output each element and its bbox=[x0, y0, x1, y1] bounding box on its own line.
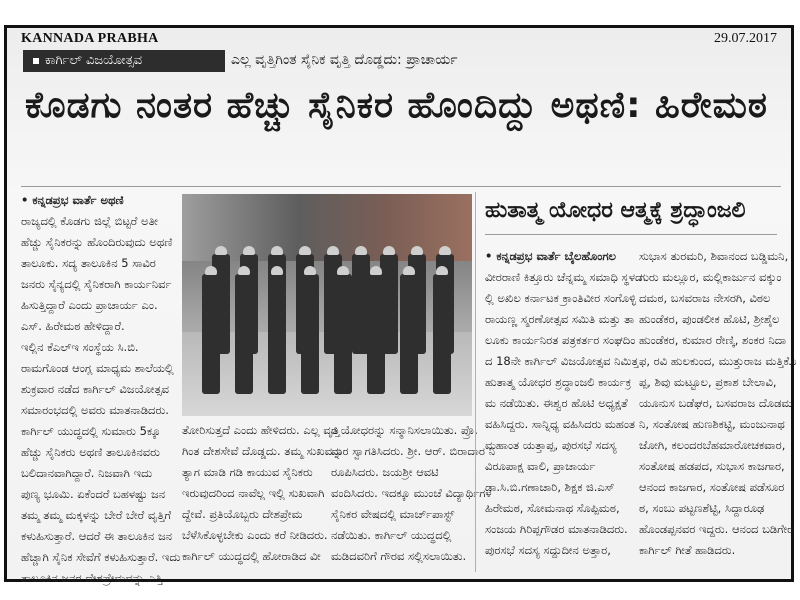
text-line: ರಾಮಗೊಂಡ ಆಂಗ್ಲ ಮಾಧ್ಯಮ ಶಾಲೆಯಲ್ಲಿ bbox=[21, 361, 174, 375]
middle-column-a bbox=[182, 420, 344, 575]
text-line: ಹುತಾತ್ಮ ಯೋಧರ ಶ್ರದ್ಧಾಂಜಲಿ ಕಾರ್ಯಕ್ರ bbox=[485, 375, 632, 389]
cadet-figure bbox=[235, 274, 253, 394]
text-line: ಲ್ಲಿ ಅಖಿಲ ಕರ್ನಾಟಕ ಕ್ರಾಂತಿವೀರ ಸಂಗೊಳ್ಳಿ bbox=[485, 291, 637, 305]
text-line: ಹೆಚ್ಚು ಸೈನಿಕರು ಅಥಣಿ ತಾಲೂಕಿನವರು bbox=[21, 445, 160, 459]
text-line: ಕಾರ್ಗಿಲ್ ಗೀತೆ ಹಾಡಿದರು. bbox=[639, 543, 736, 557]
cadet-turban bbox=[355, 246, 367, 255]
cadet-turban bbox=[403, 266, 415, 275]
section-label-text: ಕಾರ್ಗಿಲ್ ವಿಜಯೋತ್ಸವ bbox=[45, 53, 143, 68]
right-column-a-body bbox=[485, 267, 643, 561]
text-line: ಹಿರೇಮಠ, ಸೋಮನಾಥ ಸೊಪ್ಪಿಮಠ, bbox=[485, 501, 620, 515]
text-line: ಹುಂಡೆಕರ, ಕುಮಾರ ರೇಣ್ಕಿ, ಶಂಕರ ನಿದಾ bbox=[639, 333, 787, 347]
text-line: ಯೂನುಸ ಬಡೆಘರ, ಬಸವರಾಜ ದೊಡಮ bbox=[639, 396, 793, 410]
middle-column-b bbox=[331, 420, 495, 575]
column-divider bbox=[475, 192, 476, 572]
right-column-b-body bbox=[639, 246, 797, 561]
cadet-turban bbox=[411, 246, 423, 255]
text-line: ರ ಯೋಧರನ್ನು ಸನ್ಮಾನಿಸಲಾಯಿತು. ಪ್ರೊ. bbox=[331, 423, 478, 437]
right-byline: • ಕನ್ನಡಪ್ರಭ ವಾರ್ತೆ ಬೈಲಹೊಂಗಲ bbox=[485, 249, 616, 263]
text-line: ವಂದಿಸಿದರು. ಇದಕ್ಕೂ ಮುಂಚೆ ವಿದ್ಯಾರ್ಥಿಗಳ bbox=[331, 486, 492, 500]
text-line: ಜನರು ಸೈನ್ಯದಲ್ಲಿ ಸೈನಿಕರಾಗಿ ಕಾರ್ಯನಿರ್ವ bbox=[21, 277, 172, 291]
right-column-b bbox=[639, 246, 797, 576]
cadet-turban bbox=[238, 266, 250, 275]
main-headline: ಕೊಡಗು ನಂತರ ಹೆಚ್ಚು ಸೈನಿಕರ ಹೊಂದಿದ್ದು ಅಥಣಿ: ಹಿರೇಮಠ bbox=[25, 85, 768, 126]
cadet-figure bbox=[433, 274, 451, 394]
text-line: ಹಿಸುತ್ತಿದ್ದಾರೆ ಎಂದು ಪ್ರಾಚಾರ್ಯ ಎಂ. bbox=[21, 298, 158, 312]
middle-column-b-body bbox=[331, 420, 495, 567]
cadet-turban bbox=[271, 266, 283, 275]
text-line: ಠ, ಸಂಬು ಪಟ್ಟಣಶೆಟ್ಟಿ, ಸಿದ್ದಾರೂಢ bbox=[639, 501, 765, 515]
text-line: ದಾರ ಸ್ವಾಗತಿಸಿದರು. ಶ್ರೀ. ಆರ್. ಬಿರಾದಾರ ನಿ bbox=[331, 444, 495, 458]
right-column-a bbox=[485, 246, 643, 576]
cadet-turban bbox=[215, 246, 227, 255]
text-line: ಇರುವುದರಿಂದ ನಾವೆಲ್ಲ ಇಲ್ಲಿ ಸುಖವಾಗಿ bbox=[182, 486, 325, 500]
text-line: ಪುರಸಭೆ ಸದಸ್ಯ ಸದ್ದುದೀನ ಅತ್ತಾರ, bbox=[485, 543, 611, 557]
cadet-turban bbox=[243, 246, 255, 255]
divider bbox=[21, 186, 781, 187]
text-line: ಬಲಿದಾನವಾಗಿದ್ದಾರೆ. ನಿಜವಾಗಿ ಇದು bbox=[21, 466, 153, 480]
text-line: ವೀರರಾಣಿ ಕಿತ್ತೂರು ಚೆನ್ನಮ್ಮ ಸಮಾಧಿ ಸ್ಥಳದ bbox=[485, 270, 643, 284]
text-line: ಸುಭಾಸ ತುರಮರಿ, ಶಿವಾನಂದ ಬಡ್ಡಿಮನಿ, bbox=[639, 249, 789, 263]
text-line: ಹುಂಡೆಕರ, ಪುಂಡಲೀಕ ಹೊಟಿ, ಶ್ರೀಶೈಲ bbox=[639, 312, 780, 326]
text-line: ನಿ, ಸಂತೋಷ ಹುಣಶಿಕಟ್ಟಿ, ಮಂಜುನಾಥ bbox=[639, 417, 785, 431]
text-line: ಕಾರ್ಗಿಲ್ ಯುದ್ಧದಲ್ಲಿ ಹೋರಾಡಿದ ವೀ bbox=[182, 549, 321, 563]
text-line: ರಾಜ್ಯದಲ್ಲಿ ಕೊಡಗು ಜಿಲ್ಲೆ ಬಿಟ್ಟರೆ ಅತೀ bbox=[21, 214, 158, 228]
text-line: ಪ್ಪ, ಶಿವು ಮಟ್ಟೂಲ, ಪ್ರಕಾಶ ಬೇಲಾವಿ, bbox=[639, 375, 777, 389]
text-line: ಸಮಾರಂಭದಲ್ಲಿ ಅವರು ಮಾತನಾಡಿದರು. bbox=[21, 403, 169, 417]
cadet-turban bbox=[383, 246, 395, 255]
cadet-turban bbox=[299, 246, 311, 255]
right-divider bbox=[485, 234, 777, 235]
middle-column-a-body bbox=[182, 420, 344, 567]
text-line: ಗುರು ಮಲ್ಲೂರ, ಮಲ್ಲಿಕಾರ್ಜುನ ವಕ್ಕುಂ bbox=[639, 270, 782, 284]
left-column-body bbox=[21, 211, 179, 589]
cadet-turban bbox=[370, 266, 382, 275]
text-line: ಸಂಜಯ ಗಿರಿಪ್ಪಗೌಡರ ಮಾತನಾಡಿದರು. bbox=[485, 522, 628, 536]
newspaper-clipping bbox=[4, 25, 797, 585]
text-line: ಮಹಾಂತ ಯತ್ತಾಪ್ಪ, ಪುರಸಭೆ ಸದಸ್ಯ bbox=[485, 438, 617, 452]
cadet-turban bbox=[271, 246, 283, 255]
section-label bbox=[23, 50, 225, 72]
text-line: ಗಿಂತ ದೇಶಸೇವೆ ದೊಡ್ಡದು. ತಮ್ಮ ಸುಖವನ್ನು bbox=[182, 444, 344, 458]
text-line: ಶುಕ್ರವಾರ ನಡೆದ ಕಾರ್ಗಿಲ್ ವಿಜಯೋತ್ಸವ bbox=[21, 382, 169, 396]
cadet-figure bbox=[334, 274, 352, 394]
byline: • ಕನ್ನಡಪ್ರಭ ವಾರ್ತೆ ಅಥಣಿ bbox=[21, 193, 124, 207]
cadet-turban bbox=[337, 266, 349, 275]
cadet-turban bbox=[327, 246, 339, 255]
right-story-headline: ಹುತಾತ್ಮ ಯೋಧರ ಆತ್ಮಕ್ಕೆ ಶ್ರದ್ಧಾಂಜಲಿ bbox=[485, 198, 746, 223]
parade-photo bbox=[182, 194, 472, 416]
text-line: ಆನಂದ ಕಾಜಗಾರ, ಸಂತೋಷ ಪಡೆಸೂರ bbox=[639, 480, 785, 494]
cadet-turban bbox=[304, 266, 316, 275]
cadet-figure bbox=[367, 274, 385, 394]
text-line: ಕಾರ್ಗಿಲ್ ಯುದ್ಧದಲ್ಲಿ ಸುಮಾರು 5ಕ್ಕೂ bbox=[21, 424, 161, 438]
text-line: ದಮಠ, ಬಸವರಾಜ ನೇಸರಗಿ, ವಿಠಲ bbox=[639, 291, 771, 305]
text-line: ತೋರಿಸುತ್ತದೆ ಎಂದು ಹೇಳಿದರು. ಎಲ್ಲ ವೃತ್ತಿ bbox=[182, 423, 340, 437]
text-line: ವಹಿಸಿದ್ದರು. ಸಾನ್ನಿಧ್ಯ ವಹಿಸಿದರು ಮಹಂತ bbox=[485, 417, 636, 431]
text-line: ತ್ಯಾಗ ಮಾಡಿ ಗಡಿ ಕಾಯುವ ಸೈನಿಕರು bbox=[182, 465, 313, 479]
text-line: ಹೊಂಡಪ್ಪನವರ ಇದ್ದರು. ಆನಂದ ಬಡಿಗೇರ bbox=[639, 522, 794, 536]
text-line: ದ 18ನೇ ಕಾರ್ಗಿಲ್ ವಿಜಯೋತ್ಸವ ನಿಮಿತ್ತ bbox=[485, 354, 639, 368]
cadet-figure bbox=[301, 274, 319, 394]
text-line: ಇಲ್ಲಿನ ಕೆಎಲ್‌ಇ ಸಂಸ್ಥೆಯ ಸಿ.ಬಿ. bbox=[21, 340, 139, 354]
publication-date: 29.07.2017 bbox=[714, 31, 777, 46]
bullet-square-icon bbox=[33, 58, 39, 64]
text-line: ನಡೆಯಿತು. ಕಾರ್ಗಿಲ್ ಯುದ್ಧದಲ್ಲಿ bbox=[331, 528, 452, 542]
cadet-figure bbox=[400, 274, 418, 394]
text-line: ಮ ನಡೆಯಿತು. ಈಶ್ವರ ಹೊಟಿ ಅಧ್ಯಕ್ಷತೆ bbox=[485, 396, 628, 410]
text-line: ಪುಣ್ಯ ಭೂಮಿ. ಏಕೆಂದರೆ ಬಹಳಷ್ಟು ಜನ bbox=[21, 487, 166, 501]
text-line: ತಮ್ಮ ತಮ್ಮ ಮಕ್ಕಳನ್ನು ಬೇರೆ ಬೇರೆ ವೃತ್ತಿಗೆ bbox=[21, 508, 172, 522]
text-line: ರೂಪಿಸಿದರು. ಜಯಶ್ರೀ ಆವಟಿ bbox=[331, 465, 439, 479]
text-line: ಕಳುಹಿಸುತ್ತಾರೆ. ಆದರೆ ಈ ತಾಲೂಕಿನ ಜನ bbox=[21, 529, 173, 543]
cadet-turban bbox=[205, 266, 217, 275]
clipping-paper bbox=[7, 28, 797, 585]
text-line: ಮಡಿದವರಿಗೆ ಗೌರವ ಸಲ್ಲಿಸಲಾಯಿತು. bbox=[331, 549, 467, 563]
text-line: ಬೆಳೆಸಿಕೊಳ್ಳಬೇಕು ಎಂದು ಕರೆ ನೀಡಿದರು. bbox=[182, 528, 328, 542]
story-kicker: ಎಲ್ಲ ವೃತ್ತಿಗಿಂತ ಸೈನಿಕ ವೃತ್ತಿ ದೊಡ್ಡದು: ಪ್ರಾಚಾರ್ಯ bbox=[231, 52, 458, 68]
text-line: ಹೆಚ್ಚು ಸೈನಿಕರನ್ನು ಹೊಂದಿರುವುದು ಅಥಣಿ bbox=[21, 235, 173, 249]
left-column bbox=[21, 190, 181, 585]
text-line: ರಾಯಣ್ಣ ಸ್ಮರಣೋತ್ಸವ ಸಮಿತಿ ಮತ್ತು ತಾ bbox=[485, 312, 635, 326]
cadet-figure bbox=[202, 274, 220, 394]
text-line: ತಾಲೂಕಿನ ಜನರ ದೇಶಪ್ರೇಮವನ್ನು ಎತ್ತಿ bbox=[21, 571, 163, 585]
text-line: ಸೈನಿಕರ ವೇಷದಲ್ಲಿ ಮಾರ್ಚ್‌ಪಾಸ್ಟ್ bbox=[331, 507, 455, 521]
text-line: ಡಾ.ಸಿ.ಬಿ.ಗಣಾಚಾರಿ, ಶಿಕ್ಷಕ ಜಿ.ಎಸ್ bbox=[485, 480, 615, 494]
text-line: ಎಸ್. ಹಿರೇಮಠ ಹೇಳಿದ್ದಾರೆ. bbox=[21, 319, 125, 333]
text-line: ಜೋಗಿ, ಕಲಂದರಬೆಹಮಾರೋಚಕವಾರ, bbox=[639, 438, 786, 452]
publication-name: KANNADA PRABHA bbox=[21, 31, 159, 46]
cadet-turban bbox=[439, 246, 451, 255]
text-line: ಹೆಚ್ಚಾಗಿ ಸೈನಿಕ ಸೇವೆಗೆ ಕಳುಹಿಸುತ್ತಾರೆ. ಇದು bbox=[21, 550, 181, 564]
text-line: ಸಂತೋಷ ಹಡಪದ, ಸುಭಾಸ ಕಾಜಗಾರ, bbox=[639, 459, 785, 473]
text-line: ವಿರೂಪಾಕ್ಷ ವಾಲಿ, ಪ್ರಾಚಾರ್ಯ bbox=[485, 459, 596, 473]
text-line: ಫ, ರವಿ ಹುಲಕುಂದ, ಮುತ್ತುರಾಜ ಮತ್ತಿಕೊ bbox=[639, 354, 797, 368]
text-line: ತಾಲೂಕು. ಸದ್ಯ ತಾಲೂಕಿನ 5 ಸಾವಿರ bbox=[21, 256, 156, 270]
text-line: ದ್ದೇವೆ. ಪ್ರತಿಯೊಬ್ಬರು ದೇಶಪ್ರೇಮ bbox=[182, 507, 303, 521]
text-line: ಲೂಕು ಕಾರ್ಯನಿರತ ಪತ್ರಕರ್ತರ ಸಂಘದಿಂ bbox=[485, 333, 636, 347]
cadet-turban bbox=[436, 266, 448, 275]
cadet-figure bbox=[268, 274, 286, 394]
